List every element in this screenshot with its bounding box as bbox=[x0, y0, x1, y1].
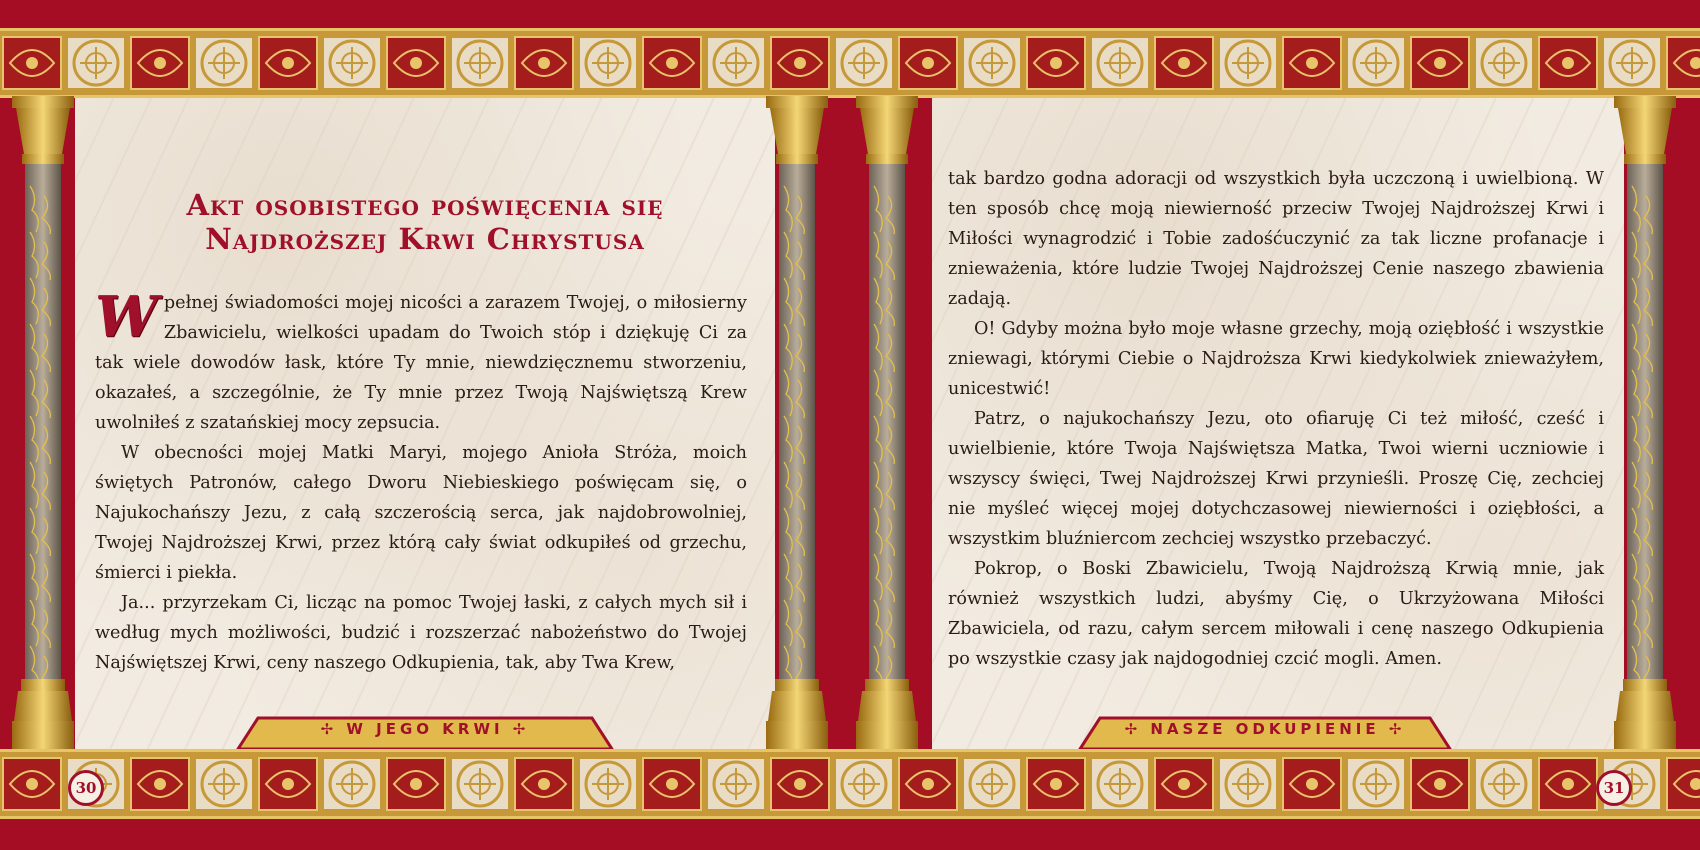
paragraph-5: O! Gdyby można było moje własne grzechy, moją oziębłość i wszystkie zniewagi, którymi Ciebie o Najdroższa Krwi kiedykolwiek znieważyłem, unicestwić! bbox=[948, 319, 1604, 399]
ornament-tile bbox=[131, 758, 189, 810]
ornament-tile bbox=[771, 37, 829, 89]
right-footer-tab bbox=[1078, 715, 1452, 749]
ornament-tile bbox=[3, 758, 61, 810]
ornament-tile bbox=[387, 37, 445, 89]
ornament-tile bbox=[1539, 37, 1597, 89]
column-graphic bbox=[766, 96, 828, 751]
drop-cap-letter: W bbox=[95, 284, 158, 350]
page-number-right: 31 bbox=[1596, 770, 1632, 806]
ornament-tile bbox=[1411, 758, 1469, 810]
ornament-tile bbox=[707, 37, 765, 89]
ornament-tile bbox=[3, 37, 61, 89]
ornament-tile bbox=[259, 37, 317, 89]
bottom-ornamental-border bbox=[0, 749, 1700, 819]
column-graphic bbox=[12, 96, 74, 751]
paragraph-2: W obecności mojej Matki Maryi, mojego Anioła Stróża, moich świętych Patronów, całego Dworu Niebieskiego poświęcam się, o Najukochańszy Jezu, z całą szczerością serca, jak najdobrowolniej, Twojej Najdroższej Krwi, przez którą cały świat odkupiłeś od grzechu, śmierci i piekła. bbox=[95, 443, 747, 583]
column-graphic bbox=[1614, 96, 1676, 751]
ornament-tile bbox=[835, 37, 893, 89]
ornament-tile bbox=[707, 758, 765, 810]
ornament-tile bbox=[579, 758, 637, 810]
ornament-tile bbox=[835, 758, 893, 810]
ornament-tiles-bottom bbox=[0, 752, 1700, 816]
right-outer-column bbox=[1614, 96, 1676, 751]
left-page bbox=[75, 98, 775, 749]
page-title bbox=[75, 188, 775, 256]
ornament-tile bbox=[1283, 37, 1341, 89]
ornament-tile bbox=[1475, 37, 1533, 89]
title-line-2: Najdroższej Krwi Chrystusa bbox=[205, 222, 645, 256]
ornament-tile bbox=[1027, 37, 1085, 89]
paragraph-3: Ja... przyrzekam Ci, licząc na pomoc Twojej łaski, z całych mych sił i według mych możliwości, budzić i rozszerzać nabożeństwo do Twojej Najświętszej Krwi, ceny naszego Odkupienia, tak, aby Twa Krew, bbox=[95, 593, 747, 673]
ornament-tile bbox=[1411, 37, 1469, 89]
ornament-tile bbox=[451, 758, 509, 810]
paragraph-1 bbox=[95, 284, 747, 438]
ornament-tile bbox=[195, 758, 253, 810]
ornament-tile bbox=[1027, 758, 1085, 810]
ornament-tile bbox=[1155, 758, 1213, 810]
ornament-tile bbox=[963, 758, 1021, 810]
ornament-tile bbox=[643, 37, 701, 89]
left-footer-tab bbox=[236, 715, 614, 749]
ornament-tile bbox=[323, 758, 381, 810]
ornament-tile bbox=[579, 37, 637, 89]
right-inner-column bbox=[856, 96, 918, 751]
ornament-tile bbox=[1219, 758, 1277, 810]
paragraph-7: Pokrop, o Boski Zbawicielu, Twoją Najdroższą Krwią mnie, jak również wszystkich ludzi, abyśmy Cię, o Ukrzyżowana Miłości Zbawiciela, od razu, całym sercem miłowali i cenę naszego Odkupienia po wszystkie czasy jak najdogodniej czcić mogli. Amen. bbox=[948, 559, 1604, 669]
ornament-tile bbox=[1347, 37, 1405, 89]
left-inner-column bbox=[766, 96, 828, 751]
paragraph-4: tak bardzo godna adoracji od wszystkich była uczczoną i uwielbioną. W ten sposób chcę moją niewierność przeciw Twojej Najdroższej Krwi i Miłości wynagrodzić i Tobie zadośćuczynić za tak liczne profanacje i znieważenia, które ludzie Twojej Najdroższej Cenie naszego zbawienia zadają. bbox=[948, 169, 1604, 309]
ornament-tiles-top bbox=[0, 31, 1700, 95]
ornament-tile bbox=[643, 758, 701, 810]
ornament-tile bbox=[1219, 37, 1277, 89]
ornament-tile bbox=[451, 37, 509, 89]
ornament-tile bbox=[1283, 758, 1341, 810]
right-page bbox=[932, 98, 1624, 749]
ornament-tile bbox=[1667, 37, 1700, 89]
top-ornamental-border bbox=[0, 28, 1700, 98]
ornament-tile bbox=[67, 37, 125, 89]
ornament-tile bbox=[387, 758, 445, 810]
ornament-tile bbox=[323, 37, 381, 89]
ornament-tile bbox=[963, 37, 1021, 89]
ornament-tile bbox=[1091, 37, 1149, 89]
ornament-tile bbox=[771, 758, 829, 810]
column-graphic bbox=[856, 96, 918, 751]
ornament-tile bbox=[1603, 37, 1661, 89]
ornament-tile bbox=[1347, 758, 1405, 810]
ornament-tile bbox=[1475, 758, 1533, 810]
ornament-tile bbox=[899, 37, 957, 89]
ornament-tile bbox=[131, 37, 189, 89]
ornament-tile bbox=[195, 37, 253, 89]
left-body-text bbox=[95, 284, 747, 678]
ornament-tile bbox=[1539, 758, 1597, 810]
right-body-text bbox=[948, 164, 1604, 674]
ornament-tile bbox=[1155, 37, 1213, 89]
ornament-tile bbox=[1091, 758, 1149, 810]
right-footer-label: ✢ NASZE ODKUPIENIE ✢ bbox=[1124, 720, 1406, 738]
left-outer-column bbox=[12, 96, 74, 751]
title-line-1: Akt osobistego poświęcenia się bbox=[186, 188, 664, 222]
ornament-tile bbox=[259, 758, 317, 810]
ornament-tile bbox=[515, 37, 573, 89]
left-footer-label: ✢ W JEGO KRWI ✢ bbox=[320, 720, 530, 738]
page-number-left: 30 bbox=[68, 770, 104, 806]
ornament-tile bbox=[1667, 758, 1700, 810]
ornament-tile bbox=[515, 758, 573, 810]
paragraph-6: Patrz, o najukochańszy Jezu, oto ofiaruję Ci też miłość, cześć i uwielbienie, które Twoja Najświętsza Matka, Twoi wierni uczniowie i wszyscy święci, Twej Najdroższej Krwi przynieśli. Proszę Cię, zechciej nie myśleć więcej mojej dotychczasowej niewierności i oziębłości, a wszystkim bluźniercom zechciej wszystko przebaczyć. bbox=[948, 409, 1604, 549]
paragraph-1-text: pełnej świadomości mojej nicości a zarazem Twojej, o miłosierny Zbawicielu, wielkości upadam do Twoich stóp i dziękuję Ci za tak wiele dowodów łask, które Ty mnie, niewdzięcznemu stworzeniu, okazałeś, a szczególnie, że Ty mnie przez Twoją Najświętszą Krew uwolniłeś z szatańskiej mocy zepsucia. bbox=[95, 293, 747, 433]
ornament-tile bbox=[899, 758, 957, 810]
